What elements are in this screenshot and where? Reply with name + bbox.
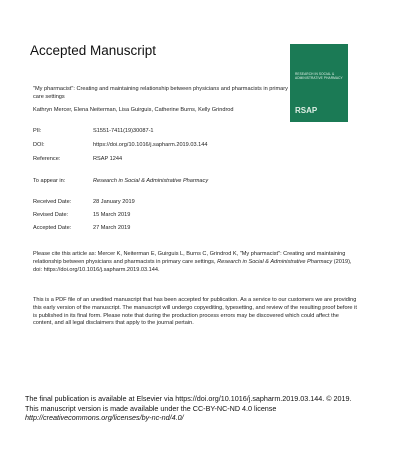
citation-doi: (2019), doi: https://doi.org/10.1016/j.sapharm.2019.03.144. [33,258,352,273]
meta-label: To appear in: [33,178,66,184]
meta-label: Revised Date: [33,212,69,218]
meta-value: 27 March 2019 [93,225,131,231]
footer-line-publication: The final publication is available at Elsevier via https://doi.org/10.1016/j.sapharm.2019.03.144. © 2019. [25,394,352,403]
citation-text: Please cite this article as: Mercer K, Neiterman E, Guirguis L, Burns C, Grindrod K, "My pharmacist": Creating and maintaining relationship between physicians and pharmacists in primary care settings, [33,251,346,265]
article-title: "My pharmacist": Creating and maintaining relationship between physicians and pharmacists in primary care settings [33,86,288,100]
meta-value: 28 January 2019 [93,199,135,205]
citation-block [33,251,358,274]
page-heading: Accepted Manuscript [30,43,157,58]
footer-line-license: This manuscript version is made available under the CC-BY-NC-ND 4.0 license [25,403,277,413]
meta-value: 15 March 2019 [93,212,131,218]
author-list: Kathryn Mercer, Elena Neiterman, Lisa Guirguis, Catherine Burns, Kelly Grindrod [33,107,234,113]
meta-label: Received Date: [33,199,72,205]
meta-label: Accepted Date: [33,225,72,231]
footer-license [25,394,380,423]
meta-label: Reference: [33,156,61,162]
meta-label: PII: [33,128,42,134]
meta-value: S1551-7411(19)30087-1 [93,128,154,134]
citation-journal: Research in Social & Administrative Pharmacy [217,258,333,265]
journal-name: Research in Social & Administrative Pharmacy [93,178,209,184]
meta-label: DOI: [33,142,45,148]
journal-cover-title: RESEARCH IN SOCIAL & ADMINISTRATIVE PHARMACY [295,72,343,80]
journal-cover-logo: RSAP [295,106,318,115]
doi-link[interactable]: https://doi.org/10.1016/j.sapharm.2019.03.144 [93,142,208,148]
license-link[interactable]: http://creativecommons.org/licenses/by-nc-nd/4.0/ [25,413,184,423]
disclaimer-notice: This is a PDF file of an unedited manuscript that has been accepted for publication. As a service to our customers we are providing this early version of the manuscript. The manuscript will undergo copyediting, typesetting, and review of the resulting proof before it is published in its final form. Please note that during the production process errors may be discovered which could affect the content, and all legal disclaimers that apply to the journal pertain. [33,297,357,327]
meta-value: RSAP 1244 [93,156,123,162]
